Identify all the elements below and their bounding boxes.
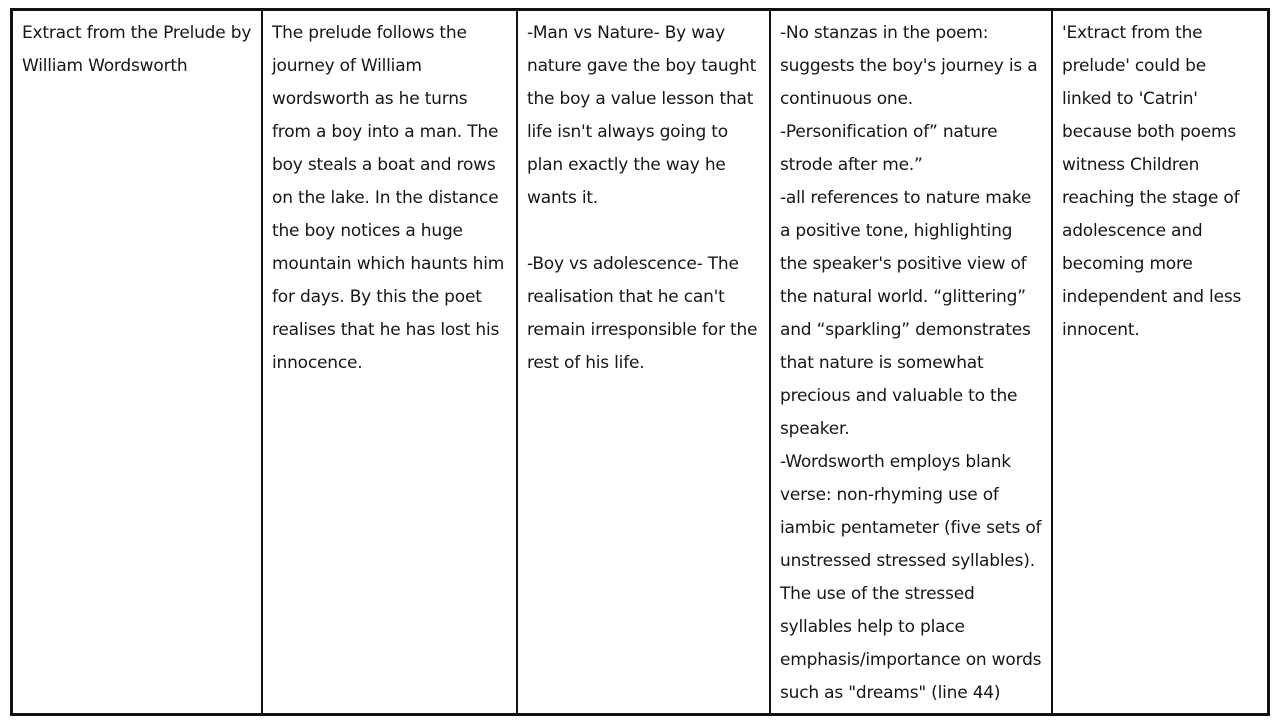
note-personification: -Personification of” nature strode after me.” bbox=[780, 122, 998, 175]
cell-poem-title bbox=[13, 11, 261, 713]
summary-text: The prelude follows the journey of William wordsworth as he turns from a boy into a man. The boy steals a boat and rows on the lake. In the distance the boy notices a huge mountain which haunts him for days. By this the poet realises that he has lost his innocence. bbox=[272, 23, 505, 373]
cell-structure-language bbox=[769, 11, 1051, 713]
note-no-stanzas: -No stanzas in the poem: suggests the boy's journey is a continuous one. bbox=[780, 23, 1038, 109]
cell-summary bbox=[261, 11, 516, 713]
comparison-text: 'Extract from the prelude' could be linked to 'Catrin' because both poems witness Children reaching the stage of adolescence and becoming more independent and less innocent. bbox=[1062, 23, 1242, 340]
cell-themes bbox=[516, 11, 769, 713]
poem-analysis-table bbox=[10, 8, 1270, 716]
poem-title-text: Extract from the Prelude by William Wordsworth bbox=[22, 23, 252, 76]
theme-man-vs-nature: -Man vs Nature- By way nature gave the boy taught the boy a value lesson that life isn't always going to plan exactly the way he wants it. bbox=[527, 23, 757, 208]
note-blank-verse: -Wordsworth employs blank verse: non-rhyming use of iambic pentameter (five sets of unstressed stressed syllables). The use of the stressed syllables help to place emphasis/importance on words such as "dreams" (line 44) bbox=[780, 452, 1042, 703]
note-positive-tone: -all references to nature make a positive tone, highlighting the speaker's positive view of the natural world. “glittering” and “sparkling” demonstrates that nature is somewhat precious and valuable to the speaker. bbox=[780, 188, 1032, 439]
cell-comparison bbox=[1051, 11, 1267, 713]
theme-boy-vs-adolescence: -Boy vs adolescence- The realisation that he can't remain irresponsible for the rest of his life. bbox=[527, 254, 758, 373]
